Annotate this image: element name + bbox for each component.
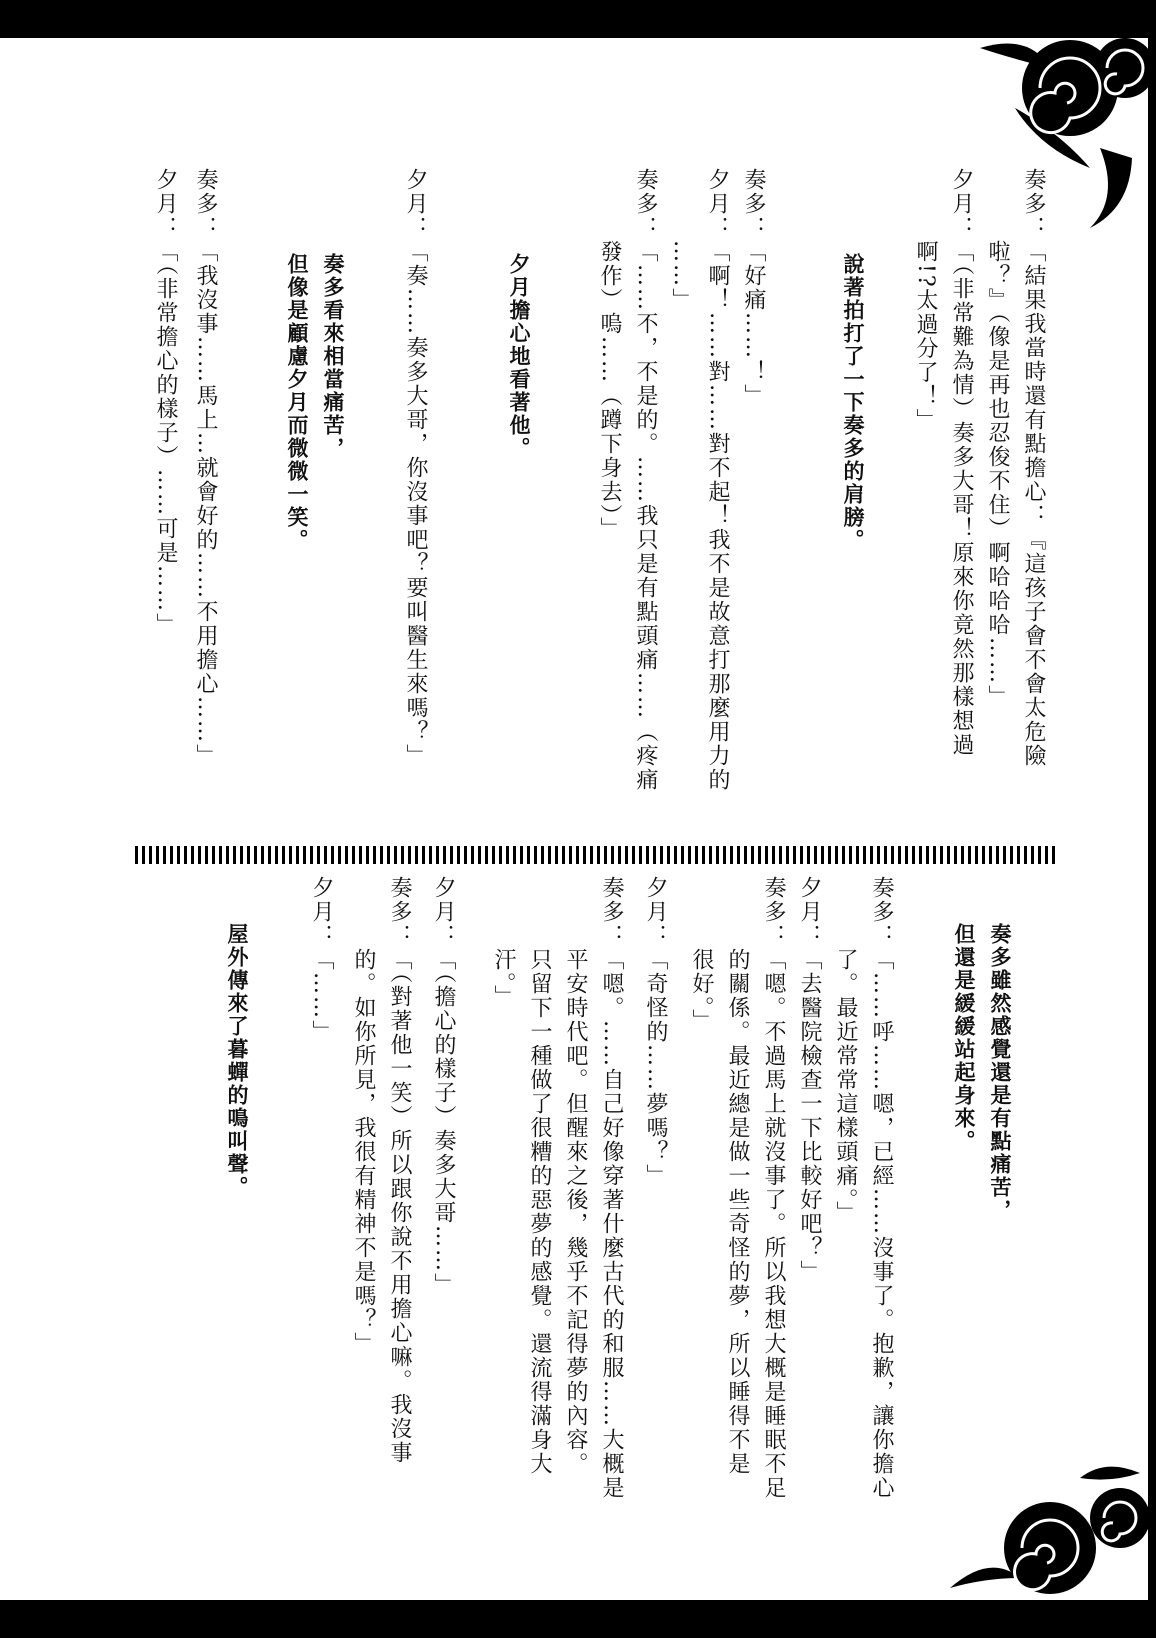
stage-direction: 奏多雖然感覺還是有點痛苦， (988, 923, 1012, 1222)
text-line: 夕月：「去醫院檢查一下比較好吧？」 (797, 876, 822, 1284)
text-line: 奏多：「我沒事……馬上…就會好的……不用擔心……」 (193, 168, 218, 768)
text-line: 奏多：「……不，不是的。……我只是有點頭痛……（疼痛 (633, 168, 658, 792)
text-line: 很好。」 (689, 876, 714, 1033)
rose-ornament-bottom-icon (930, 1458, 1148, 1600)
book-page (0, 38, 1156, 1600)
text-line: 奏多：「結果我當時還有點擔心：『這孩子會不會太危險 (1021, 168, 1046, 768)
text-line: 發作）嗚……（蹲下身去）」 (597, 168, 622, 541)
text-line: 汗。」 (491, 876, 516, 1009)
text-line: ……」 (669, 168, 694, 312)
text-line: 夕月：「……」 (309, 876, 334, 1044)
text-line: 夕月：「啊！……對……對不起！我不是故意打那麼用力的 (705, 168, 730, 792)
text-line: 了。最近常常這樣頭痛。」 (833, 876, 858, 1225)
stage-direction: 但像是顧慮夕月而微微一笑。 (285, 253, 309, 552)
stage-direction: 但還是緩緩站起身來。 (952, 923, 976, 1153)
text-line: 平安時代吧。但醒來之後，幾乎不記得夢的內容。 (563, 876, 588, 1476)
stage-direction: 屋外傳來了暮蟬的鳴叫聲。 (225, 923, 249, 1199)
stage-direction: 奏多看來相當痛苦， (321, 253, 345, 460)
text-line: 夕月：「（非常難為情）奏多大哥！原來你竟然那樣想過 (949, 168, 974, 757)
text-line: 的關係。最近總是做一些奇怪的夢，所以睡得不是 (725, 876, 750, 1476)
text-line: 奏多：「嗯。不過馬上就沒事了。所以我想大概是睡眠不足 (761, 876, 786, 1500)
stage-direction: 說著拍打了一下奏多的肩膀。 (841, 253, 865, 552)
text-line: 夕月：「（非常擔心的樣子）……可是……」 (153, 168, 178, 637)
text-line: 奏多：「……呼……嗯，已經……沒事了。抱歉，讓你擔心 (869, 876, 894, 1500)
text-line: 夕月：「（擔心的樣子）奏多大哥……」 (431, 876, 456, 1297)
text-line: 啦？』（像是再也忍俊不住）啊哈哈哈……」 (985, 168, 1010, 709)
text-line: 奏多：「（對著他一笑）所以跟你說不用擔心嘛。我沒事 (387, 876, 412, 1465)
section-divider (135, 846, 1055, 864)
text-line: 啊!?太過分了！」 (913, 168, 938, 433)
text-line: 只留下一種做了很糟的惡夢的感覺。還流得滿身大 (527, 876, 552, 1476)
text-line: 奏多：「好痛……！」 (741, 168, 766, 408)
text-line: 奏多：「嗯。……自己好像穿著什麼古代的和服……大概是 (599, 876, 624, 1500)
text-line: 夕月：「奏……奏多大哥，你沒事吧？要叫醫生來嗎？」 (403, 168, 428, 768)
text-line: 的。如你所見，我很有精神不是嗎？」 (351, 876, 376, 1356)
text-line: 夕月：「奇怪的……夢嗎？」 (643, 876, 668, 1188)
stage-direction: 夕月擔心地看著他。 (507, 253, 531, 460)
